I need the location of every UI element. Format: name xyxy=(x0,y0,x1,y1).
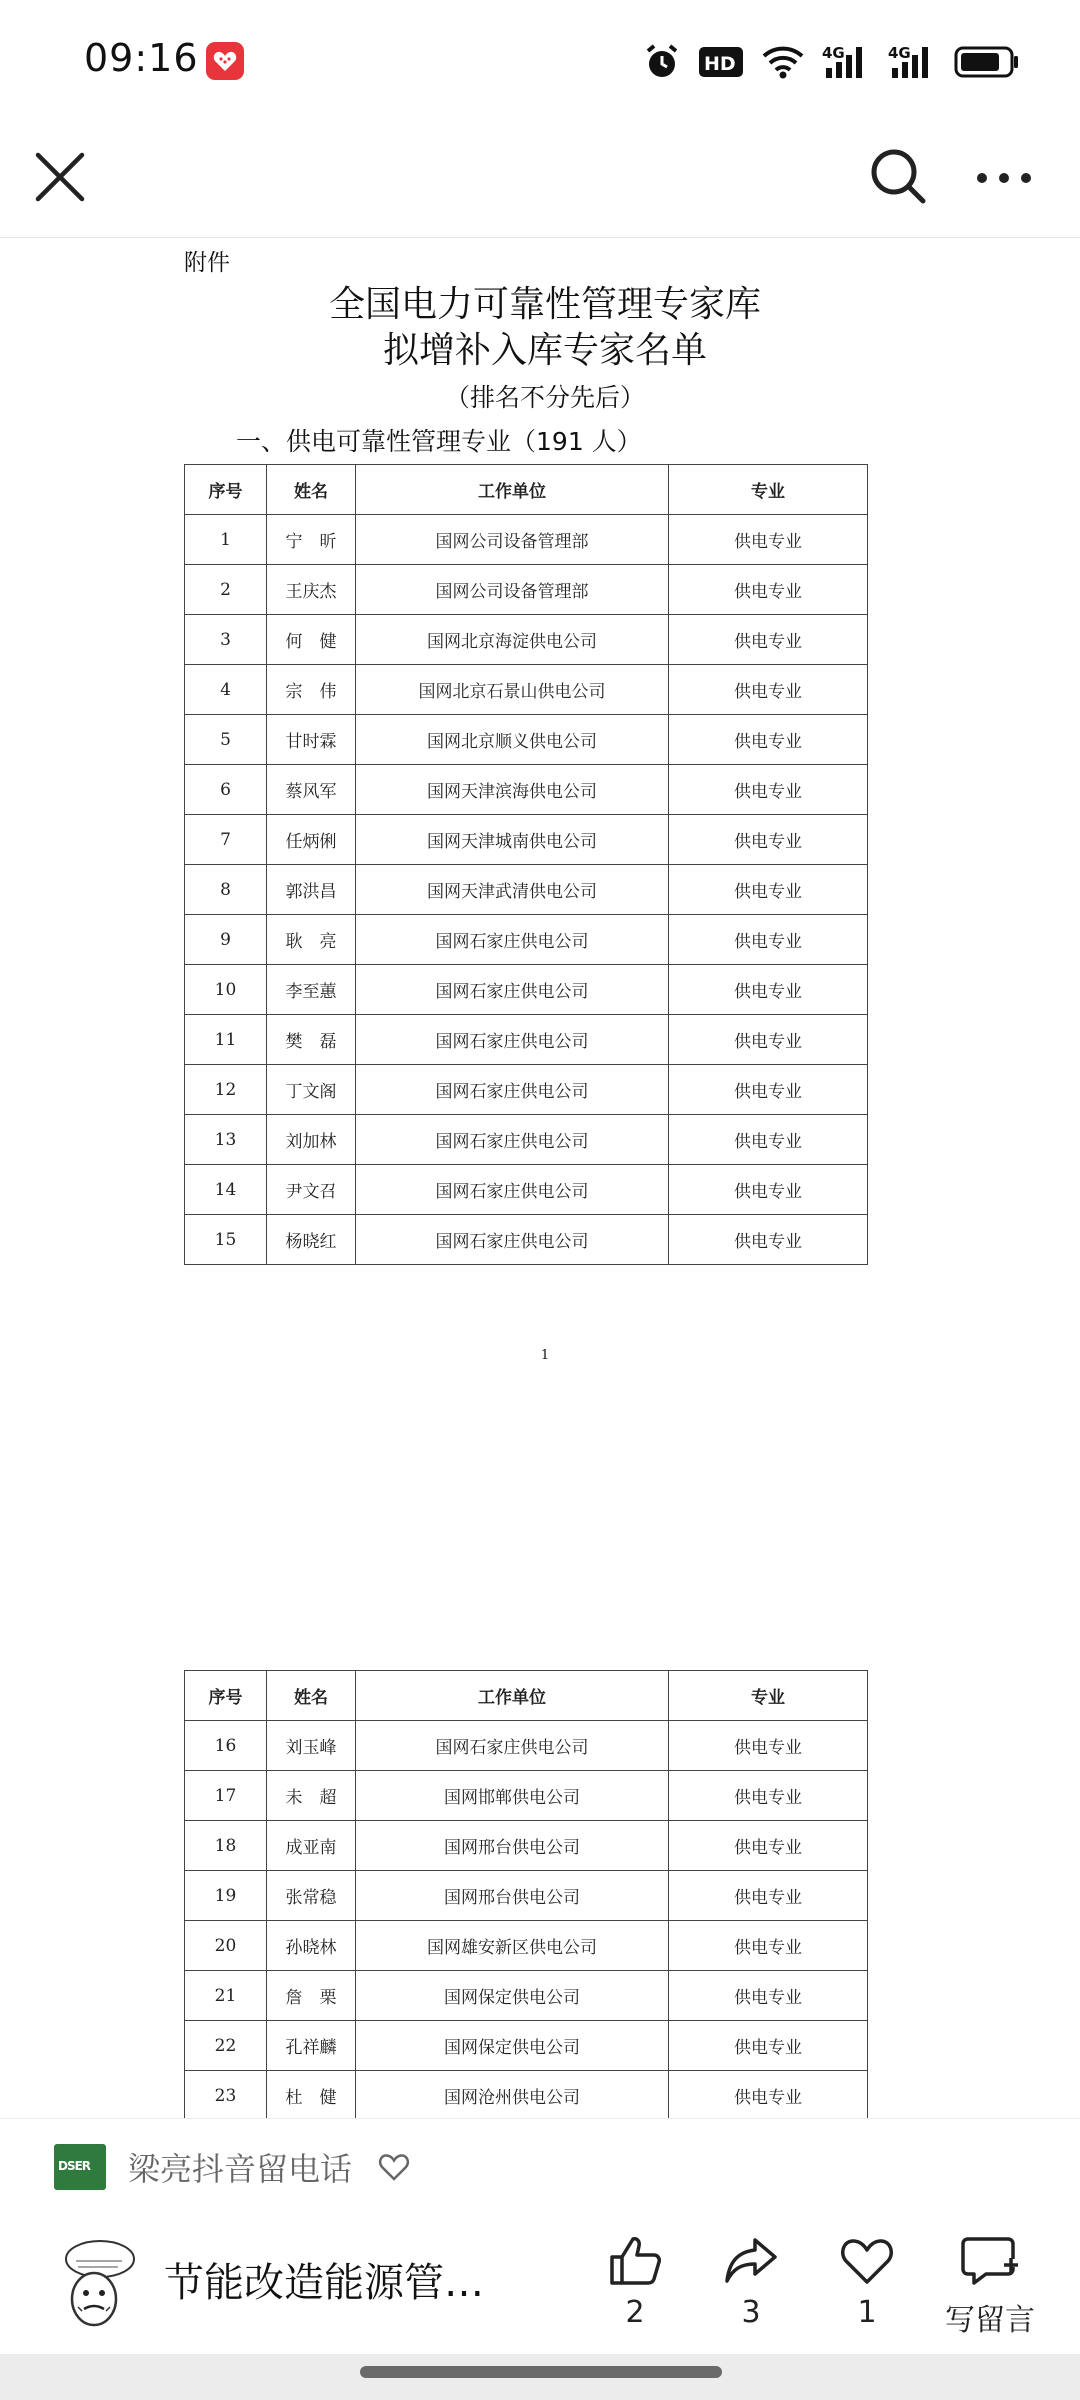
attachment-label: 附件 xyxy=(184,250,230,276)
table-cell: 国网邢台供电公司 xyxy=(356,1821,669,1871)
battery-icon xyxy=(954,45,1020,79)
table-cell: 供电专业 xyxy=(669,1921,868,1971)
table-header-cell: 姓名 xyxy=(267,1671,356,1721)
table-cell: 耿 亮 xyxy=(267,915,356,965)
alarm-icon xyxy=(644,43,680,81)
like-count: 2 xyxy=(625,2295,645,2330)
table-row xyxy=(185,515,868,565)
wifi-icon xyxy=(762,45,804,79)
table-cell: 未 超 xyxy=(267,1771,356,1821)
document-subtitle: （排名不分先后） xyxy=(444,383,645,412)
table-row xyxy=(185,1771,868,1821)
table-cell: 5 xyxy=(185,715,267,765)
table-cell: 7 xyxy=(185,815,267,865)
author-name: 梁亮抖音留电话 xyxy=(128,2150,353,2188)
table-row xyxy=(185,2021,868,2071)
table-cell: 国网石家庄供电公司 xyxy=(356,965,669,1015)
thumbs-up-icon xyxy=(607,2235,663,2287)
table-header-row xyxy=(185,1671,868,1721)
table-row xyxy=(185,1921,868,1971)
home-indicator[interactable] xyxy=(360,2366,722,2378)
table-cell: 孔祥麟 xyxy=(267,2021,356,2071)
table-row xyxy=(185,1871,868,1921)
table-header-cell: 姓名 xyxy=(267,465,356,515)
document-title-line-2: 拟增补入库专家名单 xyxy=(382,330,707,371)
close-icon xyxy=(30,147,90,207)
share-count: 3 xyxy=(741,2295,761,2330)
table-cell: 国网天津城南供电公司 xyxy=(356,815,669,865)
table-row xyxy=(185,565,868,615)
table-row xyxy=(185,815,868,865)
table-cell: 供电专业 xyxy=(669,1015,868,1065)
table-cell: 国网公司设备管理部 xyxy=(356,515,669,565)
table-cell: 22 xyxy=(185,2021,267,2071)
table-row xyxy=(185,1721,868,1771)
table-cell: 19 xyxy=(185,1871,267,1921)
table-cell: 郭洪昌 xyxy=(267,865,356,915)
table-cell: 宁 昕 xyxy=(267,515,356,565)
svg-text:4G: 4G xyxy=(822,44,845,62)
table-cell: 供电专业 xyxy=(669,1115,868,1165)
table-cell: 16 xyxy=(185,1721,267,1771)
table-cell: 国网石家庄供电公司 xyxy=(356,1115,669,1165)
table-cell: 樊 磊 xyxy=(267,1015,356,1065)
table-cell: 国网邢台供电公司 xyxy=(356,1871,669,1921)
comment-label: 写留言 xyxy=(945,2303,1035,2338)
table-cell: 21 xyxy=(185,1971,267,2021)
table-cell: 14 xyxy=(185,1165,267,1215)
table-cell: 何 健 xyxy=(267,615,356,665)
table-cell: 18 xyxy=(185,1821,267,1871)
expert-table-page-2 xyxy=(184,1670,868,2118)
table-cell: 供电专业 xyxy=(669,1971,868,2021)
table-cell: 供电专业 xyxy=(669,615,868,665)
article-title[interactable]: 节能改造能源管… xyxy=(164,2260,484,2306)
table-cell: 供电专业 xyxy=(669,1771,868,1821)
table-cell: 国网石家庄供电公司 xyxy=(356,915,669,965)
author-logo: DSER xyxy=(54,2144,106,2190)
table-cell: 供电专业 xyxy=(669,665,868,715)
table-row xyxy=(185,665,868,715)
table-cell: 供电专业 xyxy=(669,1721,868,1771)
table-cell: 供电专业 xyxy=(669,765,868,815)
table-row xyxy=(185,1065,868,1115)
table-cell: 国网保定供电公司 xyxy=(356,2021,669,2071)
table-row xyxy=(185,1971,868,2021)
table-cell: 宗 伟 xyxy=(267,665,356,715)
table-cell: 2 xyxy=(185,565,267,615)
table-cell: 供电专业 xyxy=(669,865,868,915)
table-cell: 供电专业 xyxy=(669,815,868,865)
heart-icon xyxy=(839,2235,895,2287)
signal-4g-icon xyxy=(822,44,870,80)
table-row xyxy=(185,615,868,665)
table-cell: 国网石家庄供电公司 xyxy=(356,1065,669,1115)
status-time: 09:16 xyxy=(84,36,199,80)
table-cell: 杜 健 xyxy=(267,2071,356,2119)
table-row xyxy=(185,915,868,965)
table-header-cell: 专业 xyxy=(669,465,868,515)
table-header-cell: 工作单位 xyxy=(356,465,669,515)
table-cell: 国网公司设备管理部 xyxy=(356,565,669,615)
table-cell: 王庆杰 xyxy=(267,565,356,615)
search-icon xyxy=(866,144,930,208)
share-button[interactable] xyxy=(696,2235,806,2330)
favorite-count: 1 xyxy=(857,2295,877,2330)
table-cell: 23 xyxy=(185,2071,267,2119)
navigation-bar xyxy=(0,2354,1080,2400)
table-cell: 供电专业 xyxy=(669,515,868,565)
top-nav xyxy=(0,120,1080,238)
table-cell: 20 xyxy=(185,1921,267,1971)
table-cell: 供电专业 xyxy=(669,1821,868,1871)
table-cell: 4 xyxy=(185,665,267,715)
comment-button[interactable] xyxy=(926,2235,1054,2339)
table-cell: 9 xyxy=(185,915,267,965)
table-header-row xyxy=(185,465,868,515)
status-icons xyxy=(644,40,1020,84)
app-notification-icon xyxy=(206,42,244,80)
table-cell: 国网石家庄供电公司 xyxy=(356,1015,669,1065)
document-viewer[interactable] xyxy=(0,238,1080,2118)
table-cell: 成亚南 xyxy=(267,1821,356,1871)
table-cell: 丁文阁 xyxy=(267,1065,356,1115)
share-icon xyxy=(723,2235,779,2287)
table-row xyxy=(185,1015,868,1065)
table-header-cell: 序号 xyxy=(185,465,267,515)
table-cell: 国网北京顺义供电公司 xyxy=(356,715,669,765)
table-cell: 供电专业 xyxy=(669,715,868,765)
table-cell: 12 xyxy=(185,1065,267,1115)
table-cell: 11 xyxy=(185,1015,267,1065)
more-icon xyxy=(972,150,1036,206)
table-cell: 15 xyxy=(185,1215,267,1265)
table-cell: 李至蕙 xyxy=(267,965,356,1015)
table-cell: 3 xyxy=(185,615,267,665)
table-cell: 孙晓林 xyxy=(267,1921,356,1971)
table-row xyxy=(185,1115,868,1165)
table-cell: 供电专业 xyxy=(669,965,868,1015)
table-cell: 国网雄安新区供电公司 xyxy=(356,1921,669,1971)
table-cell: 供电专业 xyxy=(669,565,868,615)
table-cell: 供电专业 xyxy=(669,1215,868,1265)
table-cell: 国网石家庄供电公司 xyxy=(356,1165,669,1215)
table-row xyxy=(185,1165,868,1215)
table-cell: 张常稳 xyxy=(267,1871,356,1921)
status-bar xyxy=(0,0,1080,120)
table-cell: 8 xyxy=(185,865,267,915)
table-cell: 刘玉峰 xyxy=(267,1721,356,1771)
hd-icon xyxy=(698,45,744,79)
page-number: 1 xyxy=(540,1348,550,1363)
table-cell: 国网天津滨海供电公司 xyxy=(356,765,669,815)
table-row xyxy=(185,2071,868,2119)
table-row xyxy=(185,865,868,915)
table-cell: 国网北京海淀供电公司 xyxy=(356,615,669,665)
table-cell: 国网石家庄供电公司 xyxy=(356,1721,669,1771)
svg-text:4G: 4G xyxy=(888,44,911,62)
table-cell: 供电专业 xyxy=(669,1871,868,1921)
article-thumbnail[interactable] xyxy=(64,2237,136,2329)
table-header-cell: 专业 xyxy=(669,1671,868,1721)
table-cell: 詹 栗 xyxy=(267,1971,356,2021)
heart-outline-icon xyxy=(378,2152,410,2182)
section-heading: 一、供电可靠性管理专业（191 人） xyxy=(236,427,642,456)
table-row xyxy=(185,965,868,1015)
favorite-button[interactable] xyxy=(812,2235,922,2330)
table-cell: 杨晓红 xyxy=(267,1215,356,1265)
table-row xyxy=(185,765,868,815)
more-button[interactable] xyxy=(972,150,1036,206)
table-cell: 任炳俐 xyxy=(267,815,356,865)
document-title-line-1: 全国电力可靠性管理专家库 xyxy=(328,284,761,325)
table-cell: 国网保定供电公司 xyxy=(356,1971,669,2021)
article-row xyxy=(64,2229,1064,2339)
table-cell: 1 xyxy=(185,515,267,565)
expert-table-page-1 xyxy=(184,464,868,1265)
table-cell: 国网邯郸供电公司 xyxy=(356,1771,669,1821)
table-header-cell: 工作单位 xyxy=(356,1671,669,1721)
table-row xyxy=(185,1821,868,1871)
table-cell: 国网石家庄供电公司 xyxy=(356,1215,669,1265)
table-row xyxy=(185,1215,868,1265)
table-cell: 蔡风军 xyxy=(267,765,356,815)
table-cell: 国网北京石景山供电公司 xyxy=(356,665,669,715)
table-cell: 供电专业 xyxy=(669,2021,868,2071)
table-header-cell: 序号 xyxy=(185,1671,267,1721)
table-cell: 供电专业 xyxy=(669,2071,868,2119)
table-cell: 尹文召 xyxy=(267,1165,356,1215)
table-cell: 甘时霖 xyxy=(267,715,356,765)
table-cell: 国网天津武清供电公司 xyxy=(356,865,669,915)
like-button[interactable] xyxy=(580,2235,690,2330)
table-cell: 10 xyxy=(185,965,267,1015)
search-button[interactable] xyxy=(866,144,930,208)
table-cell: 13 xyxy=(185,1115,267,1165)
comment-add-icon xyxy=(960,2235,1020,2287)
table-cell: 供电专业 xyxy=(669,1165,868,1215)
table-cell: 供电专业 xyxy=(669,915,868,965)
close-button[interactable] xyxy=(30,147,90,207)
signal-4g-icon xyxy=(888,44,936,80)
table-cell: 6 xyxy=(185,765,267,815)
table-row xyxy=(185,715,868,765)
svg-text:HD: HD xyxy=(704,53,736,75)
table-cell: 供电专业 xyxy=(669,1065,868,1115)
table-cell: 刘加林 xyxy=(267,1115,356,1165)
table-cell: 17 xyxy=(185,1771,267,1821)
table-cell: 国网沧州供电公司 xyxy=(356,2071,669,2119)
author-row[interactable] xyxy=(54,2141,410,2193)
